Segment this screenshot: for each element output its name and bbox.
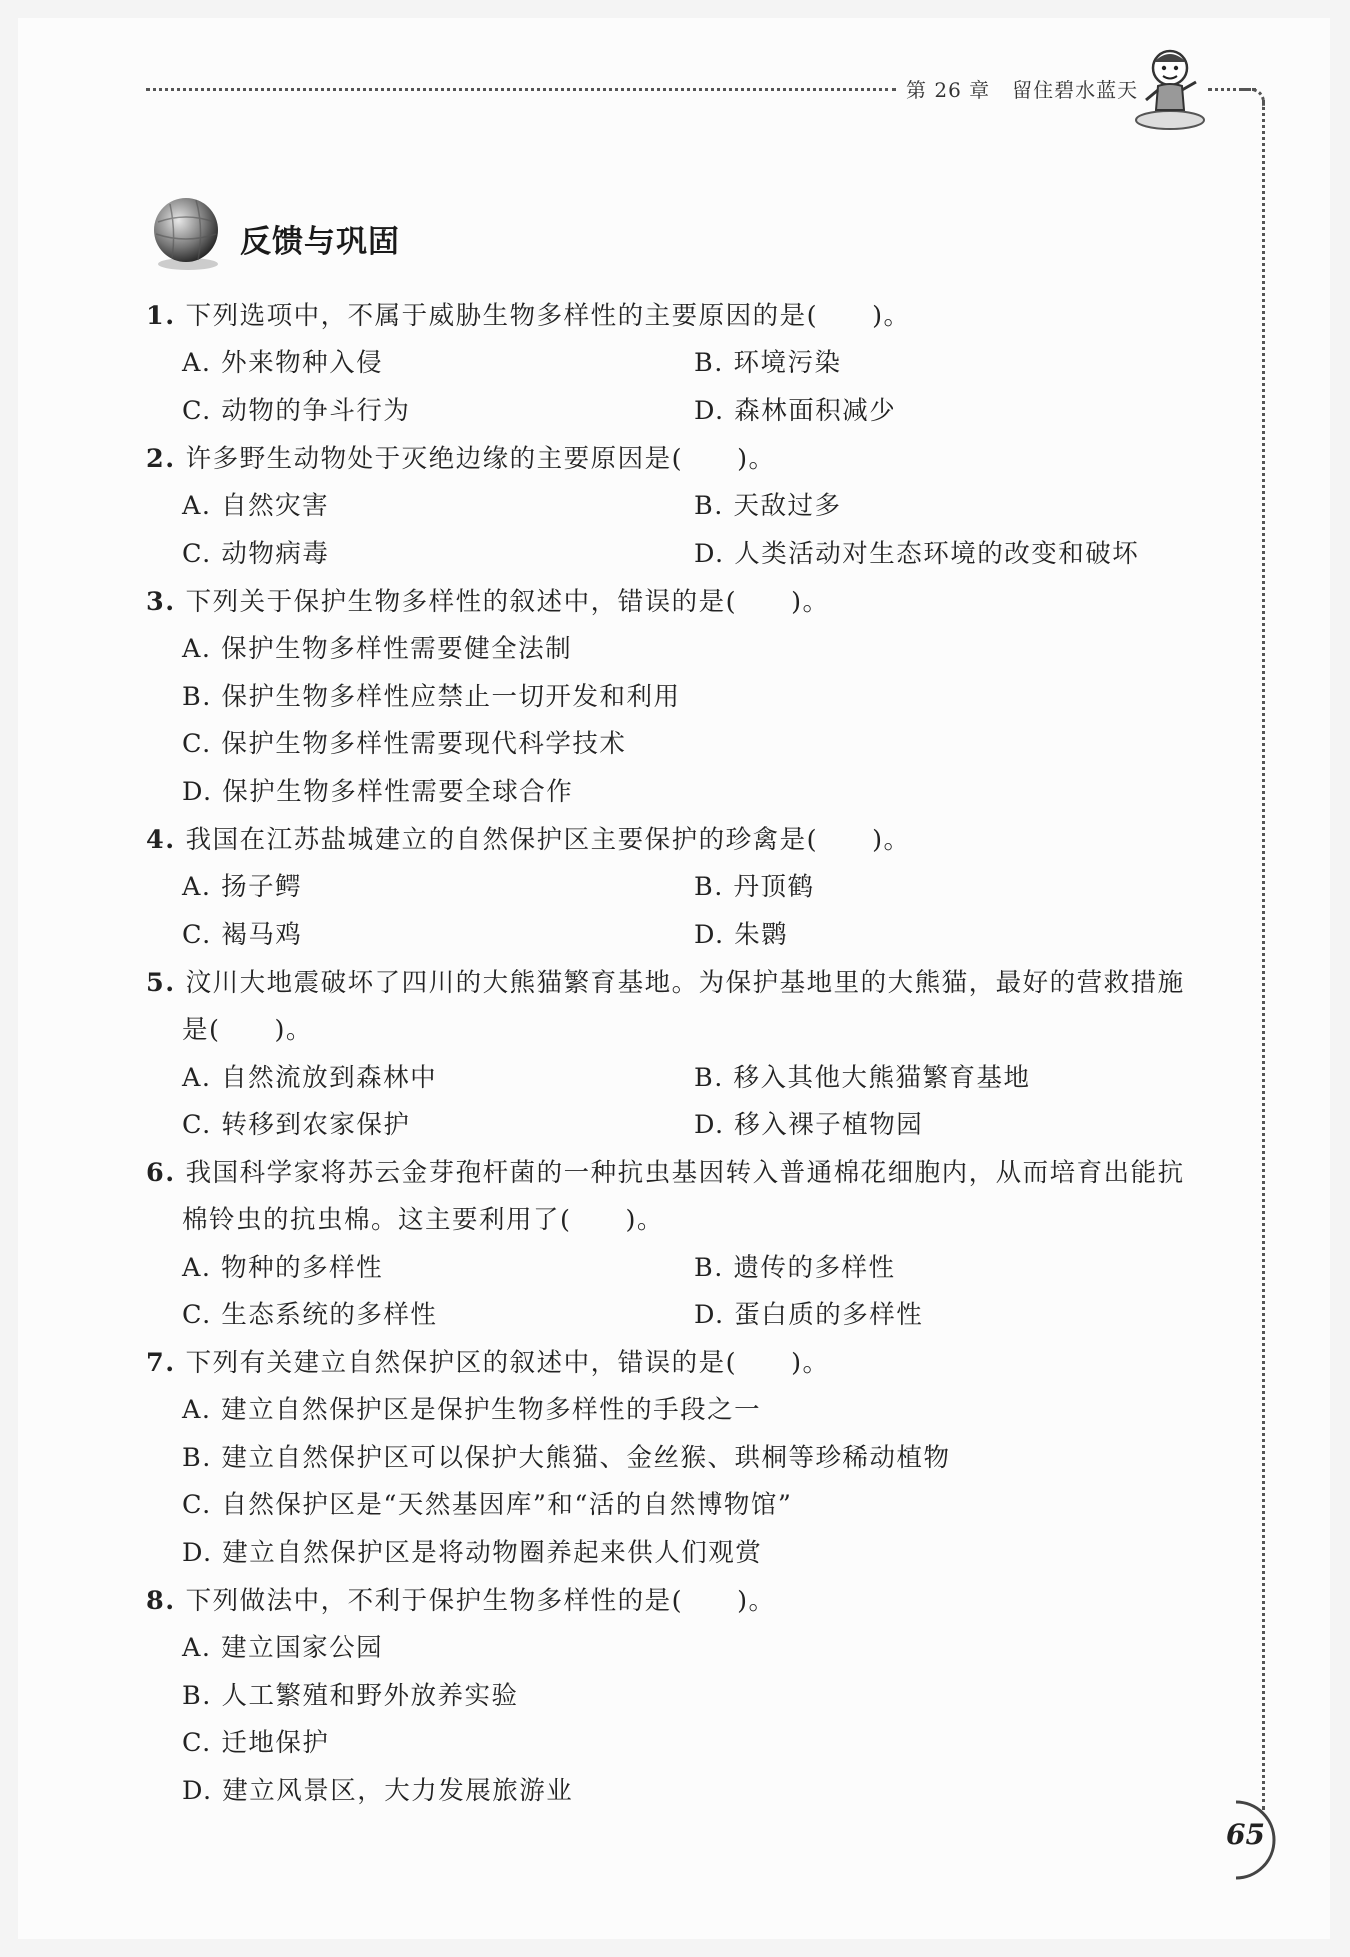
question-stem [146, 963, 1185, 999]
chapter-number: 第 26 章 [906, 78, 991, 102]
question-number: 8. [146, 1586, 176, 1616]
option-a: A. 物种的多样性 [182, 1253, 384, 1283]
option-c: C. 褐马鸡 [182, 920, 303, 950]
option-a: A. 自然流放到森林中 [182, 1063, 438, 1093]
question-stem [146, 820, 911, 856]
option-d: D. 建立自然保护区是将动物圈养起来供人们观赏 [182, 1538, 763, 1568]
question-stem [146, 1581, 776, 1617]
option-d: D. 建立风景区，大力发展旅游业 [182, 1776, 574, 1806]
option-c: C. 转移到农家保护 [182, 1110, 411, 1140]
option-a: A. 建立国家公园 [182, 1633, 384, 1663]
question-stem [146, 439, 776, 475]
question-stem [146, 296, 911, 332]
question-text: 下列关于保护生物多样性的叙述中，错误的是( )。 [185, 587, 830, 617]
option-d: D. 移入裸子植物园 [694, 1110, 924, 1140]
option-c: C. 迁地保护 [182, 1728, 330, 1758]
question-stem [146, 582, 830, 618]
option-c: C. 自然保护区是“天然基因库”和“活的自然博物馆” [182, 1490, 793, 1520]
option-d: D. 蛋白质的多样性 [694, 1300, 924, 1330]
question-text: 下列有关建立自然保护区的叙述中，错误的是( )。 [185, 1348, 830, 1378]
question-text: 许多野生动物处于灭绝边缘的主要原因是( )。 [185, 444, 776, 474]
question-number: 7. [146, 1348, 176, 1378]
question-text: 我国在江苏盐城建立的自然保护区主要保护的珍禽是( )。 [185, 825, 911, 855]
question-number: 4. [146, 825, 176, 855]
question-text-cont: 棉铃虫的抗虫棉。这主要利用了( )。 [182, 1205, 664, 1235]
option-b: B. 建立自然保护区可以保护大熊猫、金丝猴、珙桐等珍稀动植物 [182, 1443, 951, 1473]
option-b: B. 人工繁殖和野外放养实验 [182, 1681, 519, 1711]
question-number: 6. [146, 1158, 176, 1188]
question-number: 2. [146, 444, 176, 474]
question-number: 5. [146, 968, 176, 998]
option-a: A. 建立自然保护区是保护生物多样性的手段之一 [182, 1395, 762, 1425]
option-a: A. 外来物种入侵 [182, 348, 384, 378]
option-d: D. 人类活动对生态环境的改变和破坏 [694, 539, 1140, 569]
section-title: 反馈与巩固 [240, 224, 400, 260]
option-a: A. 保护生物多样性需要健全法制 [182, 634, 573, 664]
option-d: D. 朱鹮 [694, 920, 789, 950]
option-b: B. 移入其他大熊猫繁育基地 [694, 1063, 1031, 1093]
option-c: C. 生态系统的多样性 [182, 1300, 438, 1330]
question-text: 下列选项中，不属于威胁生物多样性的主要原因的是( )。 [185, 301, 911, 331]
question-text-cont: 是( )。 [182, 1015, 313, 1045]
question-number: 1. [146, 301, 176, 331]
question-stem [146, 1153, 1185, 1189]
question-text: 我国科学家将苏云金芽孢杆菌的一种抗虫基因转入普通棉花细胞内，从而培育出能抗 [185, 1158, 1185, 1188]
option-b: B. 环境污染 [694, 348, 842, 378]
option-b: B. 遗传的多样性 [694, 1253, 896, 1283]
option-d: D. 森林面积减少 [694, 396, 897, 426]
option-b: B. 丹顶鹤 [694, 872, 815, 902]
question-stem [146, 1343, 830, 1379]
page-number: 65 [1226, 1818, 1265, 1851]
chapter-title: 留住碧水蓝天 [1012, 78, 1139, 102]
option-c: C. 动物病毒 [182, 539, 330, 569]
option-c: C. 动物的争斗行为 [182, 396, 411, 426]
option-a: A. 自然灾害 [182, 491, 330, 521]
option-d: D. 保护生物多样性需要全球合作 [182, 777, 574, 807]
option-b: B. 保护生物多样性应禁止一切开发和利用 [182, 682, 681, 712]
question-number: 3. [146, 587, 176, 617]
question-text: 汶川大地震破坏了四川的大熊猫繁育基地。为保护基地里的大熊猫，最好的营救措施 [185, 968, 1185, 998]
option-c: C. 保护生物多样性需要现代科学技术 [182, 729, 627, 759]
question-text: 下列做法中，不利于保护生物多样性的是( )。 [185, 1586, 776, 1616]
option-a: A. 扬子鳄 [182, 872, 303, 902]
option-b: B. 天敌过多 [694, 491, 842, 521]
